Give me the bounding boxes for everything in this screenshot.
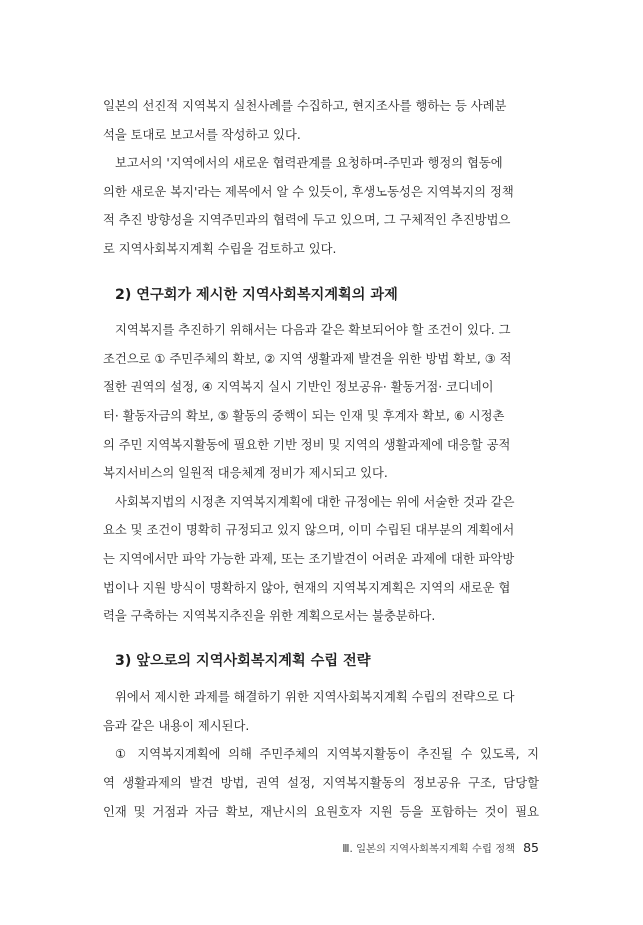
text-line: 역 생활과제의 발견 방법, 권역 설정, 지역복지활동의 정보공유 구조, 담당할: [103, 776, 539, 791]
text-line: 석을 토대로 보고서를 작성하고 있다.: [103, 127, 301, 142]
text-line: 터· 활동자금의 확보, ⑤ 활동의 중핵이 되는 인재 및 후계자 확보, ⑥ 시정촌: [103, 408, 505, 423]
text-line: 지역복지를 추진하기 위해서는 다음과 같은 확보되어야 할 조건이 있다. 그: [115, 323, 511, 338]
text-line: 음과 같은 내용이 제시된다.: [103, 718, 250, 733]
text-line: 력을 구축하는 지역복지추진을 위한 계획으로서는 불충분하다.: [103, 609, 436, 624]
text-line: 법이나 지원 방식이 명확하지 않아, 현재의 지역복지계획은 지역의 새로운 협: [103, 580, 511, 595]
text-line: 의 주민 지역복지활동에 필요한 기반 정비 및 지역의 생활과제에 대응할 공적: [103, 437, 511, 452]
text-line: 복지서비스의 일원적 대응체계 정비가 제시되고 있다.: [103, 466, 388, 481]
text-line: 보고서의 '지역에서의 새로운 협력관계를 요청하며-주민과 행정의 협동에: [115, 156, 503, 171]
text-line: ① 지역복지계획에 의해 주민주체의 지역복지활동이 추진될 수 있도록, 지: [115, 747, 539, 762]
section-heading-3: 3) 앞으로의 지역사회복지계획 수립 전략: [115, 652, 371, 669]
paragraph-section3-intro: [103, 683, 539, 740]
section-heading-2: 2) 연구회가 제시한 지역사회복지계획의 과제: [115, 286, 398, 303]
body-text: [103, 92, 539, 826]
page-footer: [342, 840, 539, 855]
page-number: 85: [523, 840, 539, 855]
text-line: 의한 새로운 복지'라는 제목에서 알 수 있듯이, 후생노동성은 지역복지의 정책: [103, 184, 514, 199]
paragraph-intro: [103, 92, 539, 149]
paragraph-section3-strategy: [103, 740, 539, 826]
text-line: 는 지역에서만 파악 가능한 과제, 또는 조기발견이 어려운 과제에 대한 파악방: [103, 551, 515, 566]
text-line: 인재 및 거점과 자금 확보, 재난시의 요원호자 지원 등을 포함하는 것이 필요: [103, 804, 539, 819]
text-line: 위에서 제시한 과제를 해결하기 위한 지역사회복지계획 수립의 전략으로 다: [115, 690, 515, 705]
paragraph-section2-conditions: [103, 316, 539, 488]
text-line: 로 지역사회복지계획 수립을 검토하고 있다.: [103, 241, 337, 256]
text-line: 사회복지법의 시정촌 지역복지계획에 대한 규정에는 위에 서술한 것과 같은: [115, 494, 515, 509]
text-line: 적 추진 방향성을 지역주민과의 협력에 두고 있으며, 그 구체적인 추진방법으: [103, 213, 511, 228]
text-line: 조건으로 ① 주민주체의 확보, ② 지역 생활과제 발견을 위한 방법 확보, ③ 적: [103, 351, 512, 366]
text-line: 절한 권역의 설정, ④ 지역복지 실시 기반인 정보공유· 활동거점· 코디네이: [103, 380, 494, 395]
running-chapter-title: Ⅲ. 일본의 지역사회복지계획 수립 정책: [342, 843, 516, 855]
text-line: 요소 및 조건이 명확히 규정되고 있지 않으며, 이미 수립된 대부분의 계획에서: [103, 523, 515, 538]
paragraph-report: [103, 149, 539, 263]
paragraph-section2-law: [103, 488, 539, 631]
text-line: 일본의 선진적 지역복지 실천사례를 수집하고, 현지조사를 행하는 등 사례분: [103, 99, 507, 113]
